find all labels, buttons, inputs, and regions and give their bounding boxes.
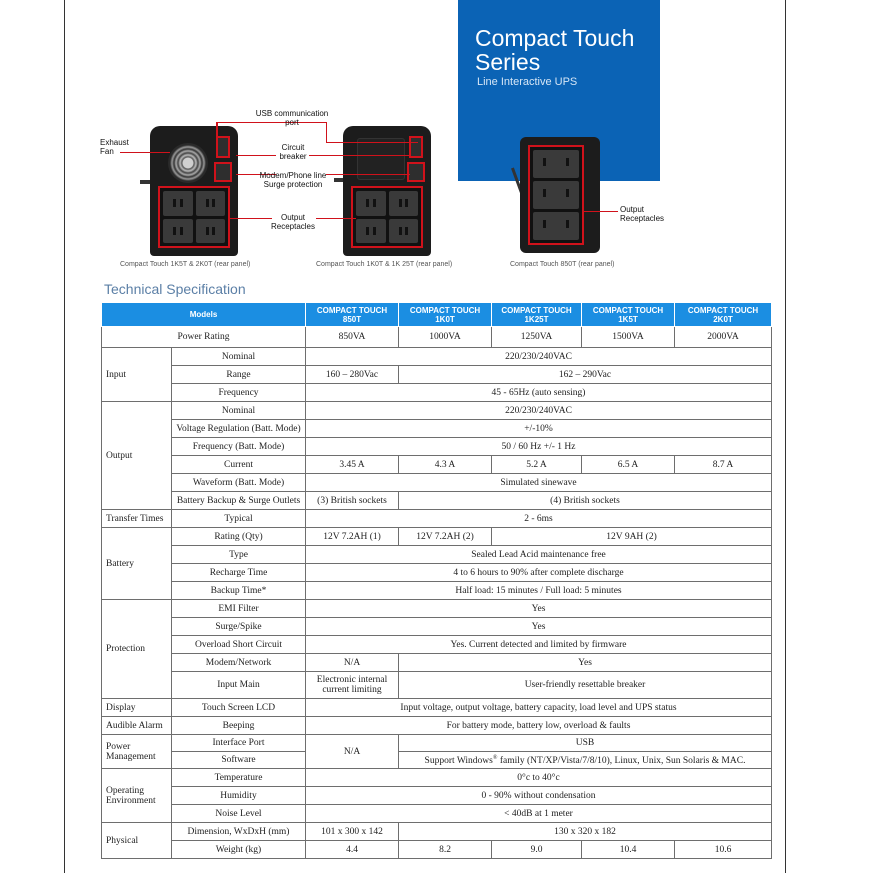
row-label: Frequency (Batt. Mode) bbox=[172, 438, 306, 456]
table-cell: For battery mode, battery low, overload & faults bbox=[306, 717, 772, 735]
row-label: Type bbox=[172, 546, 306, 564]
socket-icon bbox=[389, 219, 419, 244]
model-header: COMPACT TOUCH 1K5T bbox=[582, 303, 675, 327]
exhaust-fan-label: Exhaust Fan bbox=[100, 138, 129, 156]
row-label: Nominal bbox=[172, 402, 306, 420]
row-label: Current bbox=[172, 456, 306, 474]
row-label: Voltage Regulation (Batt. Mode) bbox=[172, 420, 306, 438]
table-row bbox=[102, 823, 772, 841]
technical-specification-table bbox=[101, 302, 772, 859]
table-row bbox=[102, 787, 772, 805]
socket-icon bbox=[163, 219, 193, 244]
table-row bbox=[102, 402, 772, 420]
row-label: Waveform (Batt. Mode) bbox=[172, 474, 306, 492]
table-header-row bbox=[102, 303, 772, 327]
category-label: Display bbox=[102, 699, 172, 717]
category-label: Protection bbox=[102, 600, 172, 699]
table-row bbox=[102, 420, 772, 438]
table-row bbox=[102, 456, 772, 474]
row-label: Typical bbox=[172, 510, 306, 528]
table-cell: (4) British sockets bbox=[399, 492, 772, 510]
row-label: Temperature bbox=[172, 769, 306, 787]
row-label: Range bbox=[172, 366, 306, 384]
category-label bbox=[102, 735, 172, 769]
table-row bbox=[102, 492, 772, 510]
usb-port-highlight bbox=[216, 136, 230, 158]
page-border-left bbox=[64, 0, 65, 873]
fan-icon bbox=[168, 143, 208, 183]
callout-line bbox=[230, 218, 272, 219]
category-label-line2: Environment bbox=[106, 795, 156, 806]
table-cell: 6.5 A bbox=[582, 456, 675, 474]
table-cell: 3.45 A bbox=[306, 456, 399, 474]
ups-rear-panel-1k5t bbox=[150, 126, 238, 256]
table-cell: 130 x 320 x 182 bbox=[399, 823, 772, 841]
table-cell: 4 to 6 hours to 90% after complete discharge bbox=[306, 564, 772, 582]
socket-icon bbox=[356, 191, 386, 216]
row-label: Weight (kg) bbox=[172, 841, 306, 859]
row-label: Frequency bbox=[172, 384, 306, 402]
table-cell: 162 – 290Vac bbox=[399, 366, 772, 384]
socket-icon bbox=[533, 212, 579, 240]
table-row bbox=[102, 582, 772, 600]
model-header: COMPACT TOUCH 1K25T bbox=[492, 303, 582, 327]
table-cell: Yes bbox=[399, 654, 772, 672]
socket-icon bbox=[533, 181, 579, 209]
model-header: COMPACT TOUCH 2K0T bbox=[675, 303, 772, 327]
category-label: Input bbox=[102, 348, 172, 402]
table-cell: 4.3 A bbox=[399, 456, 492, 474]
socket-icon bbox=[389, 191, 419, 216]
callout-line bbox=[216, 122, 218, 142]
table-row bbox=[102, 546, 772, 564]
callout-line bbox=[309, 155, 409, 156]
table-cell: 8.2 bbox=[399, 841, 492, 859]
table-row bbox=[102, 327, 772, 348]
usb-port-label: USB communication port bbox=[255, 109, 329, 127]
software-text: Support Windows bbox=[424, 756, 493, 767]
figure-caption-1k0t: Compact Touch 1K0T & 1K 25T (rear panel) bbox=[316, 261, 453, 268]
output-receptacles-label-850t: Output Receptacles bbox=[620, 205, 665, 223]
table-cell: 8.7 A bbox=[675, 456, 772, 474]
table-row bbox=[102, 769, 772, 787]
table-cell: (3) British sockets bbox=[306, 492, 399, 510]
ups-rear-panel-850t bbox=[520, 137, 600, 253]
category-label-line1: Operating bbox=[106, 785, 144, 796]
table-cell: 12V 7.2AH (1) bbox=[306, 528, 399, 546]
callout-line bbox=[326, 142, 418, 143]
row-label: Recharge Time bbox=[172, 564, 306, 582]
table-cell: N/A bbox=[306, 735, 399, 769]
table-cell: 850VA bbox=[306, 327, 399, 348]
table-row bbox=[102, 752, 772, 769]
category-label: Battery bbox=[102, 528, 172, 600]
row-label: Input Main bbox=[172, 672, 306, 699]
software-text-rest: family (NT/XP/Vista/7/8/10), Linux, Unix, Sun Solaris & MAC. bbox=[497, 756, 746, 767]
table-cell: 2000VA bbox=[675, 327, 772, 348]
socket-icon bbox=[196, 219, 226, 244]
table-cell: 4.4 bbox=[306, 841, 399, 859]
modem-port-highlight bbox=[407, 162, 425, 182]
registered-mark: ® bbox=[492, 755, 498, 762]
table-row bbox=[102, 474, 772, 492]
category-label-line1: Power bbox=[106, 741, 131, 752]
row-label: EMI Filter bbox=[172, 600, 306, 618]
row-label: Surge/Spike bbox=[172, 618, 306, 636]
row-label: Rating (Qty) bbox=[172, 528, 306, 546]
table-row bbox=[102, 618, 772, 636]
table-cell: 220/230/240VAC bbox=[306, 402, 772, 420]
series-subtitle: Line Interactive UPS bbox=[477, 76, 578, 88]
row-label: Dimension, WxDxH (mm) bbox=[172, 823, 306, 841]
series-title-line2: Series bbox=[475, 49, 541, 75]
table-cell: Yes bbox=[306, 618, 772, 636]
socket-icon bbox=[163, 191, 193, 216]
table-row bbox=[102, 672, 772, 699]
figure-caption-1k5t: Compact Touch 1K5T & 2K0T (rear panel) bbox=[120, 261, 251, 268]
category-label: Audible Alarm bbox=[102, 717, 172, 735]
table-cell: Simulated sinewave bbox=[306, 474, 772, 492]
output-receptacles-highlight bbox=[158, 186, 230, 248]
table-row bbox=[102, 348, 772, 366]
table-cell: 0°c to 40°c bbox=[306, 769, 772, 787]
table-cell: 1250VA bbox=[492, 327, 582, 348]
socket-icon bbox=[533, 150, 579, 178]
row-label: Backup Time* bbox=[172, 582, 306, 600]
category-label: Output bbox=[102, 402, 172, 510]
socket-icon bbox=[356, 219, 386, 244]
table-row bbox=[102, 600, 772, 618]
table-cell bbox=[399, 752, 772, 769]
row-label: Touch Screen LCD bbox=[172, 699, 306, 717]
socket-icon bbox=[196, 191, 226, 216]
model-header: COMPACT TOUCH 1K0T bbox=[399, 303, 492, 327]
modem-protection-label: Modem/Phone line Surge protection bbox=[259, 171, 327, 189]
table-row bbox=[102, 654, 772, 672]
row-label: Battery Backup & Surge Outlets bbox=[172, 492, 306, 510]
table-cell: USB bbox=[399, 735, 772, 752]
table-cell: 1000VA bbox=[399, 327, 492, 348]
callout-line bbox=[584, 211, 618, 212]
category-label: Physical bbox=[102, 823, 172, 859]
row-label: Modem/Network bbox=[172, 654, 306, 672]
row-label: Noise Level bbox=[172, 805, 306, 823]
row-label: Beeping bbox=[172, 717, 306, 735]
table-row bbox=[102, 735, 772, 752]
output-receptacles-label: Output Receptacles bbox=[270, 213, 316, 231]
output-receptacles-highlight bbox=[351, 186, 423, 248]
table-cell: +/-10% bbox=[306, 420, 772, 438]
ups-rear-panel-1k0t bbox=[343, 126, 431, 256]
table-cell: User-friendly resettable breaker bbox=[399, 672, 772, 699]
page-border-right bbox=[785, 0, 786, 873]
table-row bbox=[102, 510, 772, 528]
table-cell: 0 - 90% without condensation bbox=[306, 787, 772, 805]
table-cell: 45 - 65Hz (auto sensing) bbox=[306, 384, 772, 402]
callout-line bbox=[326, 174, 410, 175]
table-row bbox=[102, 636, 772, 654]
table-row bbox=[102, 384, 772, 402]
row-label: Overload Short Circuit bbox=[172, 636, 306, 654]
row-label: Nominal bbox=[172, 348, 306, 366]
table-cell: N/A bbox=[306, 654, 399, 672]
series-title bbox=[475, 26, 655, 74]
table-cell: 160 – 280Vac bbox=[306, 366, 399, 384]
table-cell: Electronic internal current limiting bbox=[306, 672, 399, 699]
category-label: Transfer Times bbox=[102, 510, 172, 528]
table-cell: 220/230/240VAC bbox=[306, 348, 772, 366]
table-row bbox=[102, 841, 772, 859]
callout-line bbox=[236, 155, 276, 156]
table-cell: 10.4 bbox=[582, 841, 675, 859]
row-label: Software bbox=[172, 752, 306, 769]
table-cell: 12V 9AH (2) bbox=[492, 528, 772, 546]
output-receptacles-highlight bbox=[528, 145, 584, 245]
modem-port-highlight bbox=[214, 162, 232, 182]
table-row bbox=[102, 528, 772, 546]
usb-port-highlight bbox=[409, 136, 423, 158]
row-label: Humidity bbox=[172, 787, 306, 805]
table-row bbox=[102, 805, 772, 823]
table-cell: 9.0 bbox=[492, 841, 582, 859]
table-row bbox=[102, 438, 772, 456]
table-cell: 1500VA bbox=[582, 327, 675, 348]
figure-caption-850t: Compact Touch 850T (rear panel) bbox=[510, 261, 615, 268]
table-cell: < 40dB at 1 meter bbox=[306, 805, 772, 823]
technical-specification-heading: Technical Specification bbox=[104, 281, 246, 297]
series-title-line1: Compact Touch bbox=[475, 25, 635, 51]
circuit-breaker-label: Circuit breaker bbox=[279, 143, 307, 161]
table-cell: Input voltage, output voltage, battery capacity, load level and UPS status bbox=[306, 699, 772, 717]
table-cell: 101 x 300 x 142 bbox=[306, 823, 399, 841]
table-cell: 10.6 bbox=[675, 841, 772, 859]
table-row bbox=[102, 717, 772, 735]
table-row bbox=[102, 564, 772, 582]
row-label: Interface Port bbox=[172, 735, 306, 752]
table-cell: 2 - 6ms bbox=[306, 510, 772, 528]
table-cell: 12V 7.2AH (2) bbox=[399, 528, 492, 546]
table-cell: Sealed Lead Acid maintenance free bbox=[306, 546, 772, 564]
model-header: COMPACT TOUCH 850T bbox=[306, 303, 399, 327]
category-label bbox=[102, 769, 172, 823]
callout-line bbox=[316, 218, 356, 219]
category-label-line2: Management bbox=[106, 751, 156, 762]
table-cell: Yes. Current detected and limited by firmware bbox=[306, 636, 772, 654]
row-label: Power Rating bbox=[102, 327, 306, 348]
table-cell: Yes bbox=[306, 600, 772, 618]
models-header: Models bbox=[102, 303, 306, 327]
table-row bbox=[102, 366, 772, 384]
table-cell: 50 / 60 Hz +/- 1 Hz bbox=[306, 438, 772, 456]
table-cell: 5.2 A bbox=[492, 456, 582, 474]
table-cell: Half load: 15 minutes / Full load: 5 minutes bbox=[306, 582, 772, 600]
table-row bbox=[102, 699, 772, 717]
